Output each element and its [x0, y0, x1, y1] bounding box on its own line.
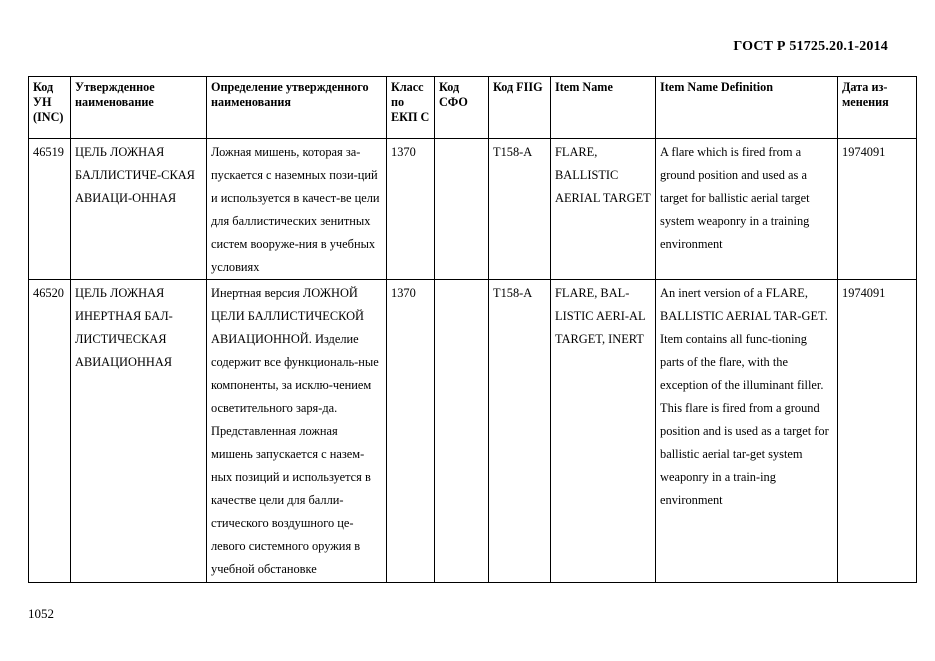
- table-header-row: [29, 77, 917, 139]
- col-header-approved-name: Утвержденное наименование: [71, 77, 207, 139]
- cell-fiig: T158-A: [489, 139, 551, 280]
- col-header-class: Класс по ЕКП С: [387, 77, 435, 139]
- cell-definition: Ложная мишень, которая за-пускается с наземных пози-ций и используется в качест-ве цели для баллистических зенитных систем вооруже-ния в учебных условиях: [207, 139, 387, 280]
- catalog-table: [28, 76, 917, 583]
- col-header-change-date: Дата из-менения: [838, 77, 917, 139]
- cell-item-name: FLARE, BAL-LISTIC AERI-AL TARGET, INERT: [551, 280, 656, 583]
- cell-class: 1370: [387, 139, 435, 280]
- cell-change-date: 1974091: [838, 139, 917, 280]
- cell-fiig: T158-A: [489, 280, 551, 583]
- cell-item-name: FLARE, BALLISTIC AERIAL TARGET: [551, 139, 656, 280]
- col-header-fiig: Код FIIG: [489, 77, 551, 139]
- col-header-inc: Код УН (INC): [29, 77, 71, 139]
- cell-class: 1370: [387, 280, 435, 583]
- table-row: [29, 139, 917, 280]
- col-header-item-name-definition: Item Name Definition: [656, 77, 838, 139]
- table-row: [29, 280, 917, 583]
- cell-definition: Инертная версия ЛОЖНОЙ ЦЕЛИ БАЛЛИСТИЧЕСКОЙ АВИАЦИОННОЙ. Изделие содержит все функциональ-ные компоненты, за исклю-чением осветительного заря-да. Представленная ложная мишень запускается с назем-ных позиций и используется в качестве цели для балли-стического воздушного це-левого системного оружия в учебной обстановке: [207, 280, 387, 583]
- cell-inc: 46520: [29, 280, 71, 583]
- cell-sfo: [435, 280, 489, 583]
- page-number: 1052: [28, 606, 54, 621]
- cell-approved-name: ЦЕЛЬ ЛОЖНАЯ ИНЕРТНАЯ БАЛ-ЛИСТИЧЕСКАЯ АВИАЦИОННАЯ: [71, 280, 207, 583]
- col-header-definition: Определение утвержденного наименования: [207, 77, 387, 139]
- document-title: ГОСТ Р 51725.20.1-2014: [733, 39, 888, 54]
- cell-change-date: 1974091: [838, 280, 917, 583]
- col-header-sfo: Код СФО: [435, 77, 489, 139]
- cell-inc: 46519: [29, 139, 71, 280]
- cell-approved-name: ЦЕЛЬ ЛОЖНАЯ БАЛЛИСТИЧЕ-СКАЯ АВИАЦИ-ОННАЯ: [71, 139, 207, 280]
- cell-sfo: [435, 139, 489, 280]
- cell-item-definition: A flare which is fired from a ground position and used as a target for ballistic aerial target system weaponry in a training environment: [656, 139, 838, 280]
- cell-item-definition: An inert version of a FLARE, BALLISTIC AERIAL TAR-GET. Item contains all func-tioning parts of the flare, with the exception of the illuminant filler. This flare is fired from a ground position and is used as a target for ballistic aerial tar-get system weaponry in a train-ing environment: [656, 280, 838, 583]
- col-header-item-name: Item Name: [551, 77, 656, 139]
